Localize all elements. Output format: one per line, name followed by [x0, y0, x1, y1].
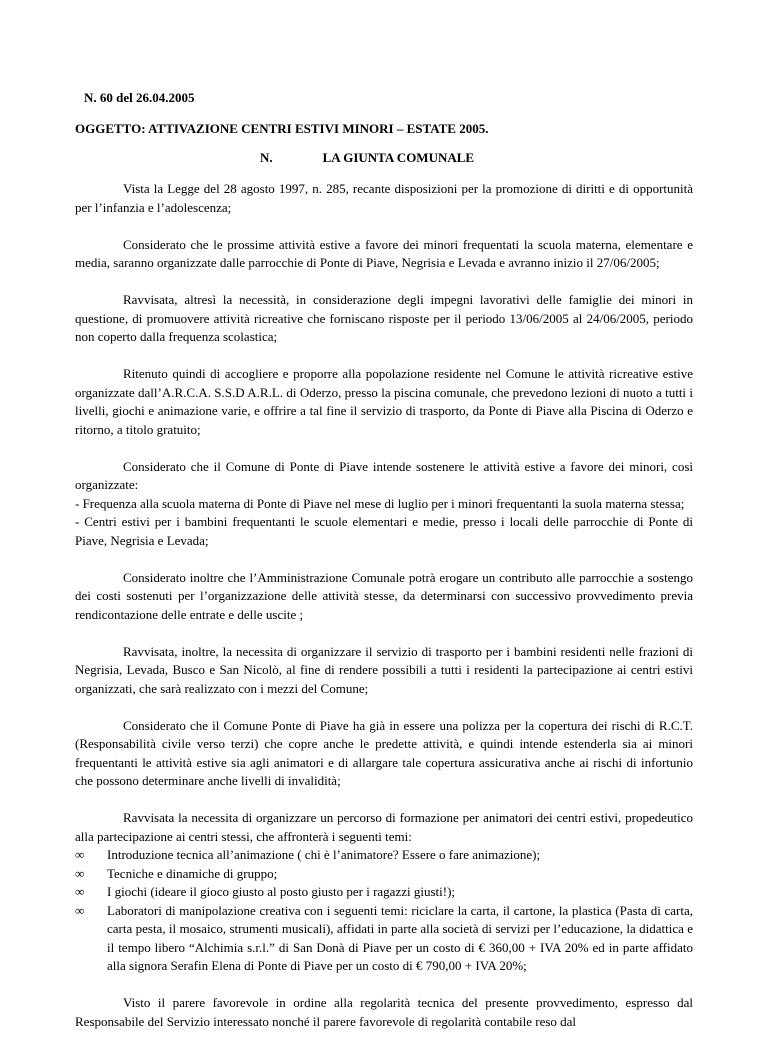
paragraph-insurance: Considerato che il Comune Ponte di Piave ha già in essere una polizza per la copertura dei rischi di R.C.T. (Responsabilità civile verso terzi) che copre anche le predette attività, e quindi intende estenderla sia ai minori frequentanti le attività estive sia agli animatori e di allargare tale copertura assicurativa anche ai rischi di infortunio che possono determinare anche livelli di invalidità;: [75, 717, 693, 788]
list-item: [75, 883, 693, 902]
infinity-bullet-icon: ∞: [75, 902, 85, 918]
subject-label: OGGETTO: [75, 121, 142, 136]
paragraph-recreational-needs: Ravvisata, altresì la necessità, in considerazione degli impegni lavorativi delle famiglie dei minori in questione, di promuovere attività ricreative che forniscano risposte per il periodo 13/06/2005 al 24/06/2005, periodo non coperto dalla frequenza scolastica;: [75, 292, 693, 344]
infinity-bullet-icon: ∞: [75, 847, 85, 862]
list-item: [75, 902, 693, 976]
paragraph-support-activities: Considerato che il Comune di Ponte di Piave intende sostenere le attività estive a favore dei minori, così organizzate:: [75, 458, 693, 492]
list-item-summer-centers: - Centri estivi per i bambini frequentanti le scuole elementari e medie, presso i locali delle parrocchie di Ponte di Piave, Negrisia e Levada;: [75, 514, 693, 548]
council-heading: [260, 150, 474, 166]
paragraph-training: Ravvisata la necessita di organizzare un percorso di formazione per animatori dei centri estivi, propedeutico alla partecipazione ai centri stessi, che affronterà i seguenti temi:: [75, 810, 693, 844]
bullet-text: I giochi (ideare il gioco giusto al posto giusto per i ragazzi giusti!);: [107, 884, 456, 899]
paragraph-law-reference: Vista la Legge del 28 agosto 1997, n. 285, recante disposizioni per la promozione di diritti e di opportunità per l’infanzia e l’adolescenza;: [75, 181, 693, 215]
list-item-kindergarten: - Frequenza alla scuola materna di Ponte di Piave nel mese di luglio per i minori frequentanti la suola materna stessa;: [75, 495, 685, 511]
paragraph-summer-activities: Considerato che le prossime attività estive a favore dei minori frequentati la scuola materna, elementare e media, saranno organizzate dalle parrocchie di Ponte di Piave, Negrisia e Levada e avranno inizio il 27/06/2005;: [75, 236, 693, 270]
list-item: [75, 846, 693, 865]
paragraph-contribution: Considerato inoltre che l’Amministrazione Comunale potrà erogare un contributo alle parrocchie a sostengo dei costi sostenuti per l’organizzazione delle attività stesse, da determinarsi con successivo provvedimento previa rendicontazione delle entrate e delle uscite ;: [75, 569, 693, 622]
paragraph-arca-activities: Ritenuto quindi di accogliere e proporre alla popolazione residente nel Comune le attività ricreative estive organizzate dall’A.R.C.A. S.S.D A.R.L. di Oderzo, presso la piscina comunale, che prevedono lezioni di nuoto a tutti i livelli, giochi e animazione varie, e offrire a tal fine il servizio di trasporto, da Ponte di Piave alla Piscina di Oderzo e ritorno, a titolo gratuito;: [75, 366, 693, 437]
bullet-text: Tecniche e dinamiche di gruppo;: [107, 865, 278, 881]
subject-text: : ATTIVAZIONE CENTRI ESTIVI MINORI – ESTATE 2005.: [141, 121, 489, 136]
infinity-bullet-icon: ∞: [75, 884, 85, 899]
bullet-text: Laboratori di manipolazione creativa con i seguenti temi: riciclare la carta, il cartone, la plastica (Pasta di carta, carta pesta, il mosaico, strumenti musicali), affidati in parte alla società di servizi per l’educazione, la didattica e il tempo libero “Alchimia s.r.l.” di San Donà di Piave per un costo di € 360,00 + IVA 20% ed in parte affidato alla signora Serafin Elena di Ponte di Piave per un costo di € 790,00 + IVA 20%;: [107, 902, 693, 973]
infinity-bullet-icon: ∞: [75, 865, 85, 881]
subject-line: [75, 121, 488, 137]
list-item: [75, 865, 693, 884]
bullet-text: Introduzione tecnica all’animazione ( chi è l’animatore? Essere o fare animazione);: [107, 847, 541, 862]
council-title: LA GIUNTA COMUNALE: [322, 150, 475, 165]
paragraph-technical-opinion: Visto il parere favorevole in ordine alla regolarità tecnica del presente provvedimento, espresso dal Responsabile del Servizio interessato nonché il parere favorevole di regolarità contabile reso dal: [75, 995, 693, 1029]
document-number-date: N. 60 del 26.04.2005: [84, 90, 195, 105]
document-body: [75, 180, 693, 1050]
paragraph-transport: Ravvisata, inoltre, la necessita di organizzare il servizio di trasporto per i bambini residenti nelle frazioni di Negrisia, Levada, Busco e San Nicolò, al fine di rendere possibili a tutti i residenti la partecipazione ai centri estivi organizzati, che sarà realizzato con i mezzi del Comune;: [75, 643, 693, 696]
resolution-number: N.: [260, 150, 273, 165]
